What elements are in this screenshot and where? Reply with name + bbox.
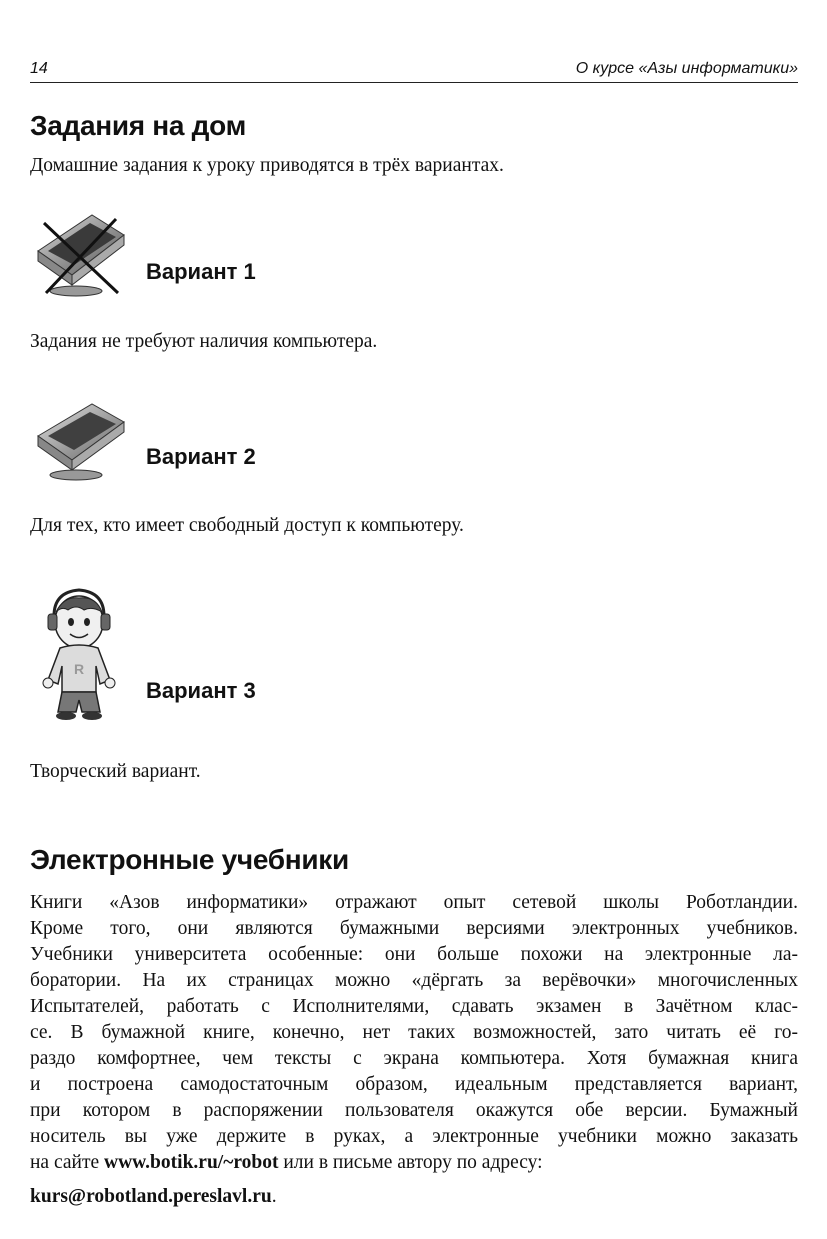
crossed-monitor-icon [32, 213, 132, 304]
last-line-suffix: или в письме автору по адресу: [278, 1152, 543, 1173]
email-line [30, 1184, 798, 1210]
variant-2-description: Для тех, кто имеет свободный доступ к компьютеру. [30, 515, 464, 536]
ebooks-line: Испытателей, работать с Исполнителями, сдавать экзамен в Зачётном клас- [30, 996, 798, 1017]
variant-1-description: Задания не требуют наличия компьютера. [30, 331, 378, 352]
variant-2-label: Вариант 2 [146, 444, 256, 469]
monitor-icon [32, 402, 132, 487]
ebooks-body [30, 890, 798, 1210]
variant-2 [30, 402, 798, 502]
ebooks-last-line [30, 1150, 798, 1176]
boy-with-headphones-icon [34, 584, 124, 729]
homework-heading: Задания на дом [30, 110, 246, 141]
variant-3 [30, 584, 798, 724]
homework-intro: Домашние задания к уроку приводятся в трёх вариантах. [30, 155, 504, 176]
variant-1 [30, 213, 798, 313]
variant-1-label: Вариант 1 [146, 259, 256, 284]
ebooks-line: и построена самодостаточным образом, идеальным представляется вариант, [30, 1074, 798, 1095]
ebooks-line: боратории. На их страницах можно «дёргать за верёвочки» многочисленных [30, 970, 798, 991]
site-url-link[interactable]: www.botik.ru/~robot [104, 1152, 279, 1173]
ebooks-paragraph [30, 890, 798, 1150]
running-header [30, 52, 798, 83]
email-link[interactable]: kurs@robotland.pereslavl.ru [30, 1186, 272, 1207]
ebooks-line: раздо комфортнее, чем тексты с экрана компьютера. Хотя бумажная книга [30, 1048, 798, 1069]
page-number: 14 [30, 60, 48, 77]
svg-text:R: R [73, 661, 85, 677]
book-page [30, 52, 798, 1207]
ebooks-heading: Электронные учебники [30, 844, 349, 875]
ebooks-line: носитель вы уже держите в руках, а электронные учебники можно заказать [30, 1126, 798, 1147]
ebooks-line: Книги «Азов информатики» отражают опыт сетевой школы Роботландии. [30, 892, 798, 913]
last-line-prefix: на сайте [30, 1152, 105, 1173]
variant-3-description: Творческий вариант. [30, 761, 201, 782]
ebooks-line: Кроме того, они являются бумажными версиями электронных учебников. [30, 918, 798, 939]
variant-3-label: Вариант 3 [146, 678, 256, 703]
email-suffix: . [271, 1186, 277, 1207]
ebooks-line: се. В бумажной книге, конечно, нет таких возможностей, зато читать её го- [30, 1022, 798, 1043]
ebooks-line: Учебники университета особенные: они больше похожи на электронные ла- [30, 944, 798, 965]
running-title: О курсе «Азы информатики» [575, 60, 798, 77]
ebooks-line: при котором в распоряжении пользователя окажутся обе версии. Бумажный [30, 1100, 798, 1121]
